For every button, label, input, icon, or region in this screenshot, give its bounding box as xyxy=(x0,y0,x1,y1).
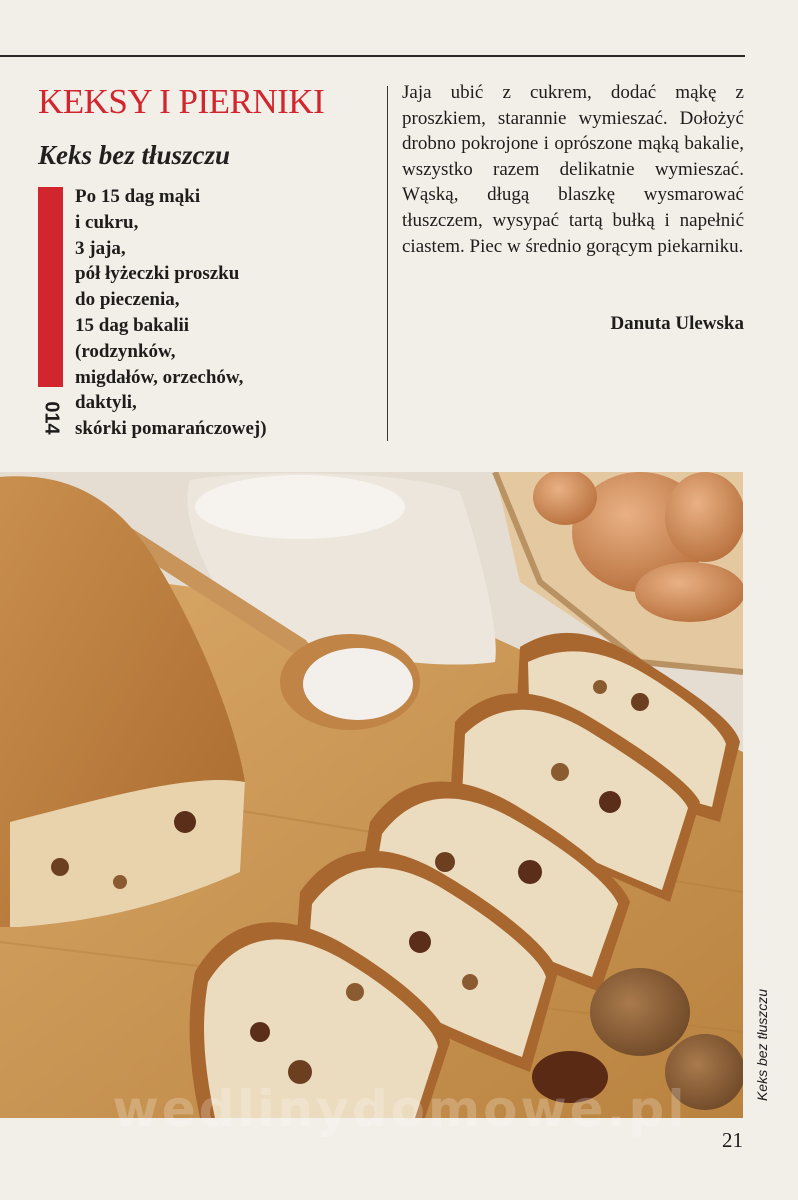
ingredient-line: pół łyżeczki proszku xyxy=(75,263,240,285)
recipe-instructions: Jaja ubić z cukrem, dodać mąkę z proszkiem, starannie wymieszać. Dołożyć drobno pokrojone i oprószone mąką bakalie, wszystko razem delikatnie wymieszać. Wąską, długą blaszkę wysmarować tłuszczem, wysypać tartą bułką i napełnić ciastem. Piec w średnio gorącym piekarniku. xyxy=(402,82,744,257)
page-number: 21 xyxy=(722,1128,743,1152)
ingredient-line: (rodzynków, xyxy=(75,340,176,362)
ingredient-line: 3 jaja, xyxy=(75,237,126,259)
section-title: KEKSY I PIERNIKI xyxy=(38,82,325,121)
ingredient-line: do pieczenia, xyxy=(75,289,180,311)
side-caption: Keks bez tłuszczu xyxy=(754,988,770,1102)
recipe-number: 014 xyxy=(40,401,63,435)
ingredient-line: i cukru, xyxy=(75,211,139,233)
ingredients-list xyxy=(75,184,267,442)
ingredient-line: daktyli, xyxy=(75,392,137,414)
ingredient-line: migdałów, orzechów, xyxy=(75,366,244,388)
ingredient-line: Po 15 dag mąki xyxy=(75,186,201,207)
recipe-title: Keks bez tłuszczu xyxy=(38,140,231,170)
watermark: wedlinydomowe.pl xyxy=(112,1080,688,1138)
recipe-author: Danuta Ulewska xyxy=(610,313,744,334)
top-rule xyxy=(0,55,745,57)
recipe-marker-bar xyxy=(38,187,63,387)
recipe-photo xyxy=(0,472,743,1118)
column-divider xyxy=(387,86,388,441)
ingredient-line: 15 dag bakalii xyxy=(75,314,190,336)
ingredient-line: skórki pomarańczowej) xyxy=(75,418,267,440)
